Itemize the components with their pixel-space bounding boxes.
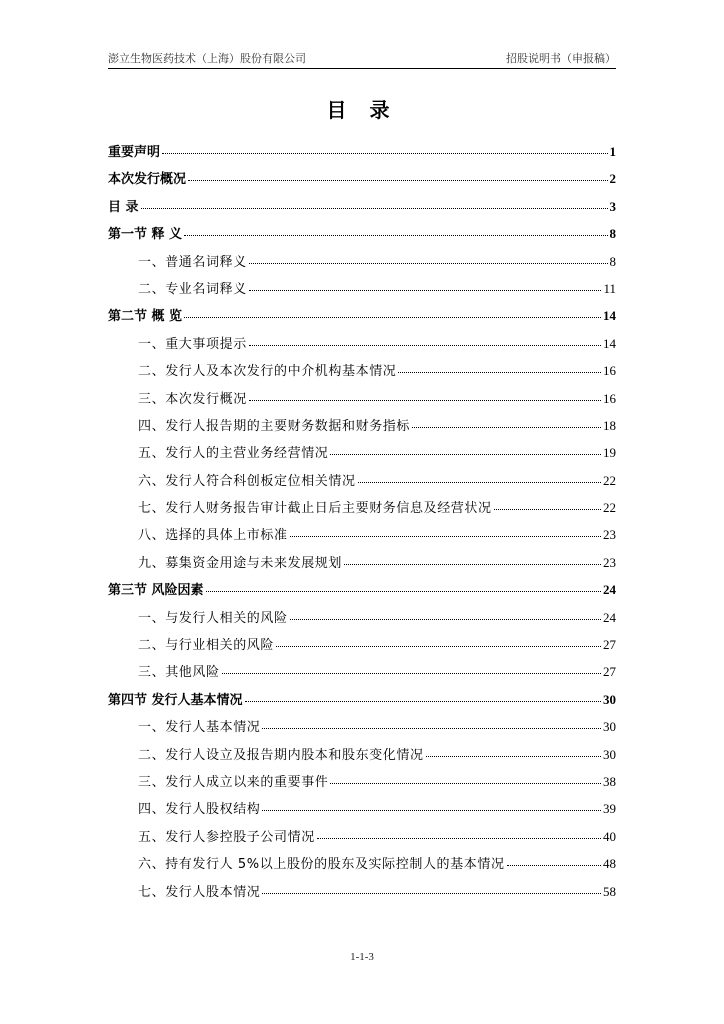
toc-dot-leader	[249, 331, 601, 346]
toc-entry-label: 七、发行人财务报告审计截止日后主要财务信息及经营状况	[138, 501, 492, 517]
toc-entry-label: 第一节 释 义	[108, 227, 183, 243]
toc-subsection-entry[interactable]	[108, 604, 616, 631]
toc-entry-label: 一、重大事项提示	[138, 336, 247, 352]
toc-dot-leader	[162, 139, 607, 154]
toc-dot-leader	[222, 659, 601, 674]
toc-entry-label: 三、其他风险	[138, 665, 220, 681]
toc-dot-leader	[249, 249, 608, 264]
toc-section-entry[interactable]	[108, 220, 616, 247]
toc-entry-label: 二、发行人设立及报告期内股本和股东变化情况	[138, 747, 424, 763]
toc-dot-leader	[412, 413, 601, 428]
toc-subsection-entry[interactable]	[108, 248, 616, 275]
toc-dot-leader	[276, 632, 601, 647]
toc-dot-leader	[398, 358, 601, 373]
toc-section-entry[interactable]	[108, 302, 616, 329]
toc-subsection-entry[interactable]	[108, 439, 616, 466]
toc-dot-leader	[317, 824, 601, 839]
toc-entry-page-number: 58	[603, 883, 616, 899]
page-header	[108, 51, 616, 67]
toc-dot-leader	[507, 851, 601, 866]
toc-entry-label: 第二节 概 览	[108, 309, 183, 325]
toc-section-entry[interactable]	[108, 686, 616, 713]
toc-dot-leader	[262, 879, 601, 894]
toc-subsection-entry[interactable]	[108, 631, 616, 658]
toc-entry-label: 五、发行人参控股子公司情况	[138, 829, 315, 845]
toc-subsection-entry[interactable]	[108, 713, 616, 740]
toc-entry-label: 六、持有发行人 5%以上股份的股东及实际控制人的基本情况	[138, 857, 505, 873]
toc-entry-page-number: 27	[603, 664, 616, 680]
toc-dot-leader	[290, 522, 601, 537]
toc-entry-label: 第四节 发行人基本情况	[108, 692, 243, 708]
toc-subsection-entry[interactable]	[108, 850, 616, 877]
toc-dot-leader	[206, 577, 601, 592]
header-document-type: 招股说明书（申报稿）	[506, 52, 616, 65]
toc-entry-label: 二、与行业相关的风险	[138, 638, 275, 654]
toc-section-entry[interactable]	[108, 165, 616, 192]
toc-entry-label: 五、发行人的主营业务经营情况	[138, 446, 329, 462]
toc-title: 目 录	[326, 98, 398, 122]
toc-entry-label: 一、与发行人相关的风险	[138, 610, 288, 626]
toc-entry-page-number: 24	[603, 582, 616, 598]
toc-subsection-entry[interactable]	[108, 521, 616, 548]
toc-subsection-entry[interactable]	[108, 878, 616, 905]
toc-section-entry[interactable]	[108, 138, 616, 165]
toc-dot-leader	[358, 468, 601, 483]
toc-entry-page-number: 23	[603, 527, 616, 543]
toc-entry-page-number: 8	[609, 226, 616, 242]
toc-entry-label: 九、募集资金用途与未来发展规划	[138, 555, 343, 571]
toc-entry-label: 二、专业名词释义	[138, 281, 247, 297]
toc-entry-page-number: 2	[609, 171, 616, 187]
toc-dot-leader	[184, 221, 607, 236]
toc-dot-leader	[141, 194, 608, 209]
toc-entry-page-number: 19	[603, 445, 616, 461]
toc-entry-label: 一、发行人基本情况	[138, 720, 261, 736]
toc-entry-page-number: 30	[603, 691, 616, 707]
toc-dot-leader	[330, 440, 601, 455]
toc-entry-page-number: 14	[603, 308, 616, 324]
toc-subsection-entry[interactable]	[108, 768, 616, 795]
toc-entry-page-number: 30	[603, 746, 616, 762]
toc-entry-label: 三、发行人成立以来的重要事件	[138, 774, 329, 790]
toc-entry-label: 三、本次发行概况	[138, 391, 247, 407]
toc-entry-page-number: 23	[603, 554, 616, 570]
toc-subsection-entry[interactable]	[108, 275, 616, 302]
toc-entry-label: 本次发行概况	[108, 172, 187, 188]
toc-entry-label: 重要声明	[108, 145, 161, 160]
toc-dot-leader	[330, 769, 601, 784]
toc-dot-leader	[188, 166, 607, 181]
toc-subsection-entry[interactable]	[108, 412, 616, 439]
header-company-name: 澎立生物医药技术（上海）股份有限公司	[108, 52, 306, 65]
toc-dot-leader	[184, 303, 601, 318]
toc-entry-label: 六、发行人符合科创板定位相关情况	[138, 473, 356, 489]
table-of-contents	[108, 138, 616, 905]
toc-dot-leader	[426, 742, 601, 757]
toc-subsection-entry[interactable]	[108, 467, 616, 494]
toc-dot-leader	[245, 687, 601, 702]
toc-entry-label: 一、普通名词释义	[138, 254, 247, 270]
toc-subsection-entry[interactable]	[108, 741, 616, 768]
toc-entry-page-number: 1	[609, 144, 616, 159]
toc-entry-page-number: 39	[603, 801, 616, 817]
toc-subsection-entry[interactable]	[108, 795, 616, 822]
toc-entry-page-number: 16	[603, 390, 616, 406]
toc-entry-label: 第三节 风险因素	[108, 583, 204, 599]
toc-entry-page-number: 14	[603, 335, 616, 351]
toc-entry-page-number: 38	[603, 773, 616, 789]
toc-subsection-entry[interactable]	[108, 823, 616, 850]
toc-entry-page-number: 22	[603, 472, 616, 488]
toc-entry-label: 四、发行人股权结构	[138, 802, 261, 818]
toc-subsection-entry[interactable]	[108, 658, 616, 685]
header-divider	[108, 68, 616, 69]
toc-subsection-entry[interactable]	[108, 549, 616, 576]
toc-entry-page-number: 11	[603, 280, 616, 296]
toc-dot-leader	[249, 386, 601, 401]
toc-dot-leader	[290, 605, 601, 620]
toc-entry-label: 七、发行人股本情况	[138, 884, 261, 900]
toc-entry-page-number: 48	[603, 856, 616, 872]
toc-entry-page-number: 40	[603, 828, 616, 844]
toc-dot-leader	[249, 276, 602, 291]
toc-subsection-entry[interactable]	[108, 357, 616, 384]
toc-subsection-entry[interactable]	[108, 494, 616, 521]
toc-subsection-entry[interactable]	[108, 385, 616, 412]
toc-section-entry[interactable]	[108, 193, 616, 220]
toc-entry-page-number: 3	[609, 198, 616, 214]
toc-entry-page-number: 27	[603, 637, 616, 653]
toc-entry-label: 目 录	[108, 199, 139, 215]
toc-entry-page-number: 8	[609, 253, 616, 269]
toc-entry-label: 二、发行人及本次发行的中介机构基本情况	[138, 364, 397, 380]
toc-entry-page-number: 30	[603, 719, 616, 735]
toc-entry-label: 四、发行人报告期的主要财务数据和财务指标	[138, 418, 411, 434]
toc-entry-page-number: 24	[603, 609, 616, 625]
toc-dot-leader	[494, 495, 601, 510]
toc-entry-page-number: 16	[603, 363, 616, 379]
toc-dot-leader	[344, 550, 601, 565]
page-number: 1-1-3	[350, 951, 374, 963]
toc-entry-page-number: 22	[603, 500, 616, 516]
toc-subsection-entry[interactable]	[108, 330, 616, 357]
toc-section-entry[interactable]	[108, 576, 616, 603]
toc-entry-page-number: 18	[603, 417, 616, 433]
toc-entry-label: 八、选择的具体上市标准	[138, 528, 288, 544]
toc-dot-leader	[262, 796, 601, 811]
toc-dot-leader	[262, 714, 601, 729]
